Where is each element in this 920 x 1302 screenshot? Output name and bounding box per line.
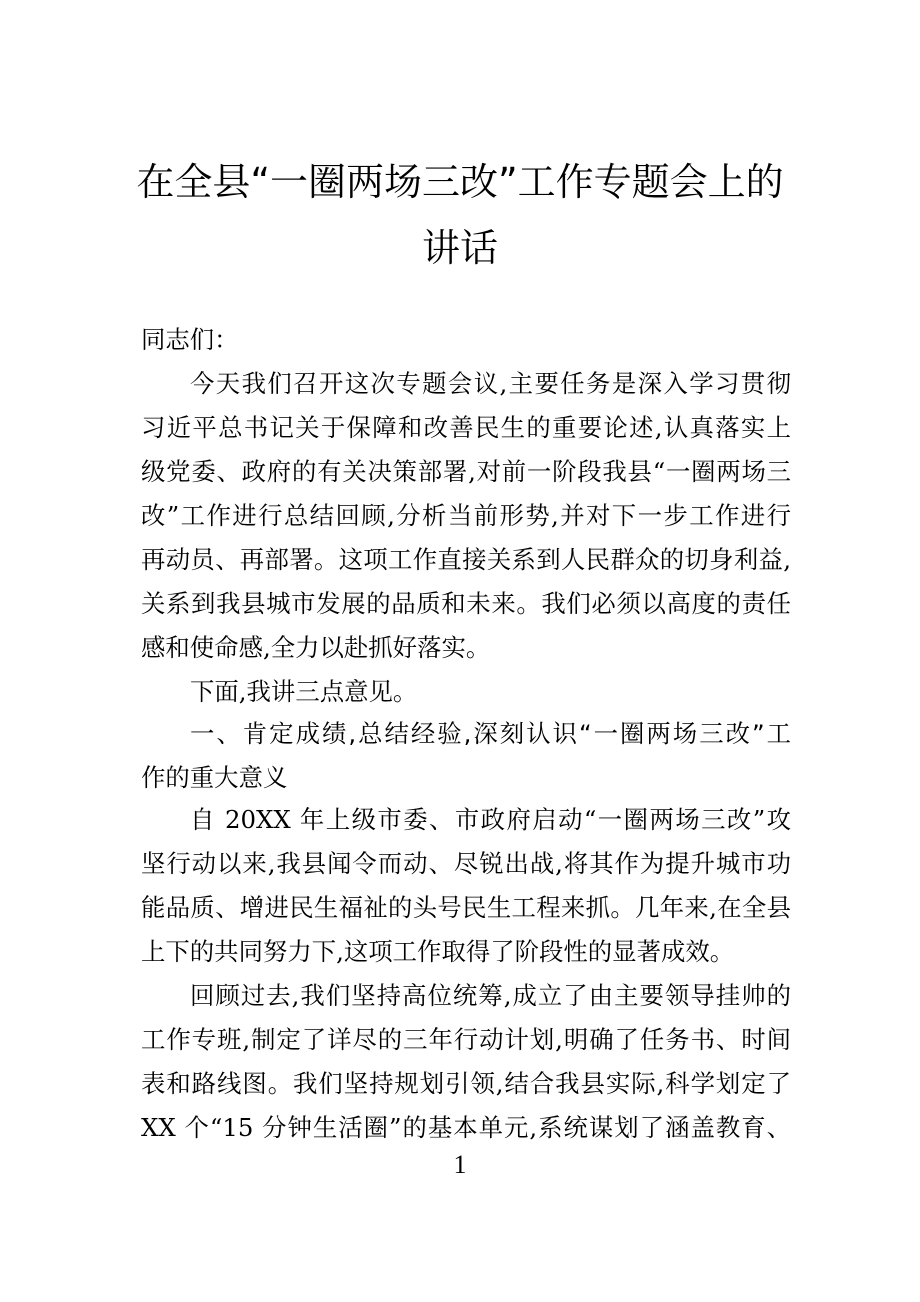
paragraph-3-line-4: 上下的共同努力下,这项工作取得了阶段性的显著成效。 (141, 937, 735, 966)
paragraph-4-line-2: 工作专班,制定了详尽的三年行动计划,明确了任务书、时间 (141, 1025, 791, 1054)
document-title-line-2: 讲话 (421, 226, 498, 270)
paragraph-1-line-4: 改”工作进行总结回顾,分析当前形势,并对下一步工作进行 (141, 501, 791, 530)
page-number: 1 (453, 1150, 467, 1179)
paragraph-3-line-3: 能品质、增进民生福祉的头号民生工程来抓。几年来,在全县 (141, 893, 791, 922)
paragraph-4-line-4: XX 个“15 分钟生活圈”的基本单元,系统谋划了涵盖教育、 (141, 1113, 791, 1142)
paragraph-1-line-2: 习近平总书记关于保障和改善民生的重要论述,认真落实上 (141, 413, 791, 442)
paragraph-1-line-6: 关系到我县城市发展的品质和未来。我们必须以高度的责任 (141, 589, 791, 618)
paragraph-3-line-2: 坚行动以来,我县闻令而动、尽锐出战,将其作为提升城市功 (141, 849, 791, 878)
section-heading-1-line-2: 作的重大意义 (141, 763, 288, 792)
paragraph-4-line-1: 回顾过去,我们坚持高位统筹,成立了由主要领导挂帅的 (190, 981, 791, 1010)
document-title-line-1: 在全县“一圈两场三改”工作专题会上的 (136, 160, 784, 204)
paragraph-1-line-5: 再动员、再部署。这项工作直接关系到人民群众的切身利益, (141, 545, 791, 574)
paragraph-1-line-1: 今天我们召开这次专题会议,主要任务是深入学习贯彻 (190, 369, 791, 398)
paragraph-4-line-3: 表和路线图。我们坚持规划引领,结合我县实际,科学划定了 (141, 1069, 791, 1098)
salutation: 同志们： (141, 325, 239, 354)
paragraph-1-line-3: 级党委、政府的有关决策部署,对前一阶段我县“一圈两场三 (141, 457, 791, 486)
section-heading-1-line-1: 一、肯定成绩,总结经验,深刻认识“一圈两场三改”工 (190, 719, 791, 748)
paragraph-1-line-7: 感和使命感,全力以赴抓好落实。 (141, 633, 491, 662)
paragraph-2-line-1: 下面,我讲三点意见。 (190, 677, 418, 706)
paragraph-3-line-1: 自 20XX 年上级市委、市政府启动“一圈两场三改”攻 (190, 805, 791, 834)
